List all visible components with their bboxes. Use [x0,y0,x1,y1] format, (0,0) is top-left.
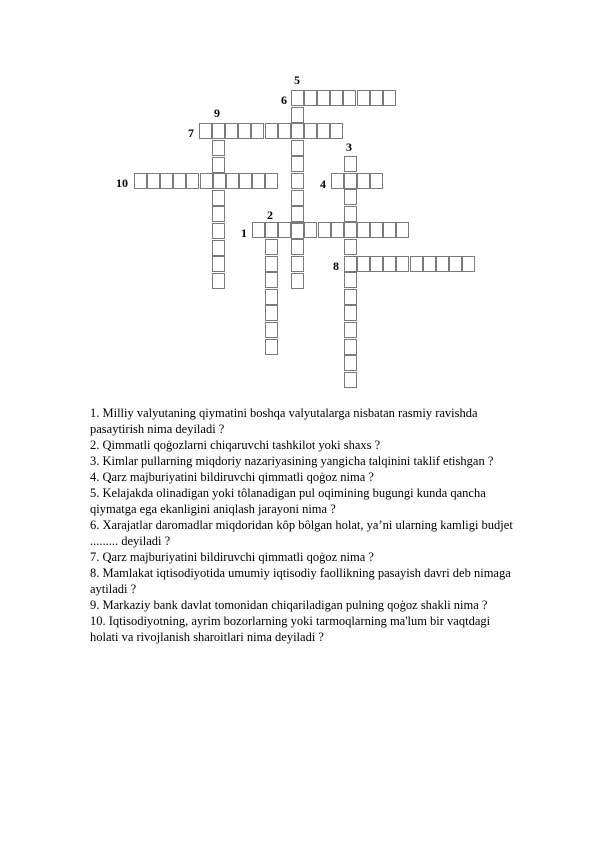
crossword-cell-3-13[interactable] [344,355,357,371]
crossword-cell-5-12[interactable] [291,273,304,289]
crossword-cell-1-9[interactable] [357,222,370,238]
crossword-cell-1-10[interactable] [370,222,383,238]
crossword-cell-3-7[interactable] [344,256,357,272]
crossword-cell-3-6[interactable] [344,239,357,255]
crossword-cell-5-5[interactable] [291,156,304,172]
crossword-cell-3-11[interactable] [344,322,357,338]
crossword-cell-3-12[interactable] [344,339,357,355]
crossword-cell-8-6[interactable] [410,256,423,272]
crossword-cell-5-7[interactable] [291,190,304,206]
crossword-cell-8-7[interactable] [423,256,436,272]
crossword-cell-7-4[interactable] [238,123,251,139]
crossword-cell-5-8[interactable] [291,206,304,222]
crossword-cell-10-7[interactable] [213,173,226,189]
crossword-cell-1-3[interactable] [278,222,291,238]
clue-4: 4. Qarz majburiyatini bildiruvchi qimmatli qoġoz nima ? [90,470,374,484]
crossword-cell-6-2[interactable] [304,90,317,106]
clue-number-6: 6 [281,93,287,107]
crossword-cell-2-3[interactable] [265,272,278,288]
crossword-cell-5-2[interactable] [291,107,304,123]
crossword-cell-9-5[interactable] [212,206,225,222]
crossword-cell-5-9[interactable] [291,223,304,239]
crossword-cell-9-1[interactable] [212,140,225,156]
clue-number-1: 1 [241,226,247,240]
crossword-cell-3-9[interactable] [344,289,357,305]
crossword-cell-8-4[interactable] [383,256,396,272]
crossword-cell-5-6[interactable] [291,173,304,189]
crossword-cell-2-2[interactable] [265,256,278,272]
clue-6: 6. Xarajatlar daromadlar miqdoridan kôp bôlgan holat, ya’ni ularning kamligi budjet ......... deyiladi ? [90,518,513,548]
clue-number-3: 3 [346,140,352,154]
crossword-cell-8-8[interactable] [436,256,449,272]
crossword-cell-2-6[interactable] [265,322,278,338]
crossword-cell-6-3[interactable] [317,90,330,106]
crossword-cell-10-10[interactable] [252,173,265,189]
clue-number-7: 7 [188,126,194,140]
crossword-cell-7-6[interactable] [265,123,278,139]
crossword-cell-5-10[interactable] [291,239,304,255]
crossword-cell-5-4[interactable] [291,140,304,156]
crossword-cell-6-6[interactable] [357,90,370,106]
clue-number-8: 8 [333,259,339,273]
crossword-cell-3-8[interactable] [344,272,357,288]
clue-3: 3. Kimlar pullarning miqdoriy nazariyasining yangicha talqinini taklif etishgan ? [90,454,494,468]
crossword-cell-8-5[interactable] [396,256,409,272]
crossword-cell-3-14[interactable] [344,372,357,388]
clue-number-2: 2 [267,208,273,222]
crossword-cell-9-2[interactable] [212,157,225,173]
crossword-cell-7-10[interactable] [317,123,330,139]
clue-7: 7. Qarz majburiyatini bildiruvchi qimmatli qoġoz nima ? [90,550,374,564]
clue-9: 9. Markaziy bank davlat tomonidan chiqariladigan pulning qoġoz shakli nima ? [90,598,488,612]
crossword-cell-4-4[interactable] [370,173,383,189]
clue-number-10: 10 [116,176,128,190]
crossword-cell-10-4[interactable] [173,173,186,189]
crossword-cell-10-11[interactable] [265,173,278,189]
crossword-cell-7-9[interactable] [304,123,317,139]
crossword-cell-8-10[interactable] [462,256,475,272]
crossword-cell-5-3[interactable] [291,123,304,139]
crossword-cell-2-7[interactable] [265,339,278,355]
crossword-cell-1-11[interactable] [383,222,396,238]
crossword-cell-7-3[interactable] [225,123,238,139]
crossword-cell-10-3[interactable] [160,173,173,189]
crossword-cell-8-3[interactable] [370,256,383,272]
crossword-cell-4-3[interactable] [357,173,370,189]
crossword-cell-1-6[interactable] [318,222,331,238]
crossword-grid [0,0,596,400]
clue-number-9: 9 [214,106,220,120]
crossword-cell-1-8[interactable] [344,222,357,238]
clue-8: 8. Mamlakat iqtisodiyotida umumiy iqtisodiy faollikning pasayish davri deb nimaga aytiladi ? [90,566,511,596]
crossword-cell-3-4[interactable] [344,206,357,222]
crossword-cell-10-1[interactable] [134,173,147,189]
crossword-cell-1-1[interactable] [252,222,265,238]
crossword-cell-2-1[interactable] [265,239,278,255]
crossword-cell-4-1[interactable] [331,173,344,189]
crossword-cell-10-2[interactable] [147,173,160,189]
clue-10: 10. Iqtisodiyotning, ayrim bozorlarning yoki tarmoqlarning ma'lum bir vaqtdagi holati va rivojlanish sharoitlari nima deyiladi ? [90,614,491,644]
crossword-cell-10-6[interactable] [200,173,213,189]
crossword-cell-10-9[interactable] [239,173,252,189]
crossword-cell-1-12[interactable] [396,222,409,238]
crossword-cell-6-7[interactable] [370,90,383,106]
crossword-cell-7-7[interactable] [278,123,291,139]
crossword-cell-10-5[interactable] [186,173,199,189]
clue-list [90,405,520,645]
crossword-cell-6-5[interactable] [343,90,356,106]
crossword-cell-6-8[interactable] [383,90,396,106]
crossword-cell-9-8[interactable] [212,256,225,272]
crossword-cell-8-9[interactable] [449,256,462,272]
crossword-cell-7-5[interactable] [251,123,264,139]
crossword-cell-3-3[interactable] [344,189,357,205]
crossword-cell-10-8[interactable] [226,173,239,189]
clue-5: 5. Kelajakda olinadigan yoki tôlanadigan pul oqimining bugungi kunda qancha qiymatga ega ekanligini aniqlash jarayoni nima ? [90,486,486,516]
clue-1: 1. Milliy valyutaning qiymatini boshqa valyutalarga nisbatan rasmiy ravishda pasaytirish nima deyiladi ? [90,406,478,436]
crossword-cell-1-2[interactable] [265,222,278,238]
crossword-cell-9-9[interactable] [212,273,225,289]
crossword-cell-1-7[interactable] [331,222,344,238]
crossword-cell-7-1[interactable] [199,123,212,139]
crossword-cell-9-4[interactable] [212,190,225,206]
crossword-cell-5-1[interactable] [291,90,304,106]
crossword-cell-9-7[interactable] [212,240,225,256]
clue-2: 2. Qimmatli qoġozlarni chiqaruvchi tashkilot yoki shaxs ? [90,438,381,452]
crossword-cell-6-4[interactable] [330,90,343,106]
crossword-cell-8-2[interactable] [357,256,370,272]
crossword-cell-3-2[interactable] [344,173,357,189]
crossword-cell-2-5[interactable] [265,305,278,321]
crossword-cell-9-6[interactable] [212,223,225,239]
crossword-cell-3-1[interactable] [344,156,357,172]
crossword-cell-3-10[interactable] [344,305,357,321]
crossword-cell-7-11[interactable] [330,123,343,139]
clue-number-4: 4 [320,177,326,191]
crossword-cell-1-5[interactable] [304,222,317,238]
crossword-cell-7-2[interactable] [212,123,225,139]
crossword-cell-2-4[interactable] [265,289,278,305]
crossword-cell-5-11[interactable] [291,256,304,272]
clue-number-5: 5 [294,73,300,87]
